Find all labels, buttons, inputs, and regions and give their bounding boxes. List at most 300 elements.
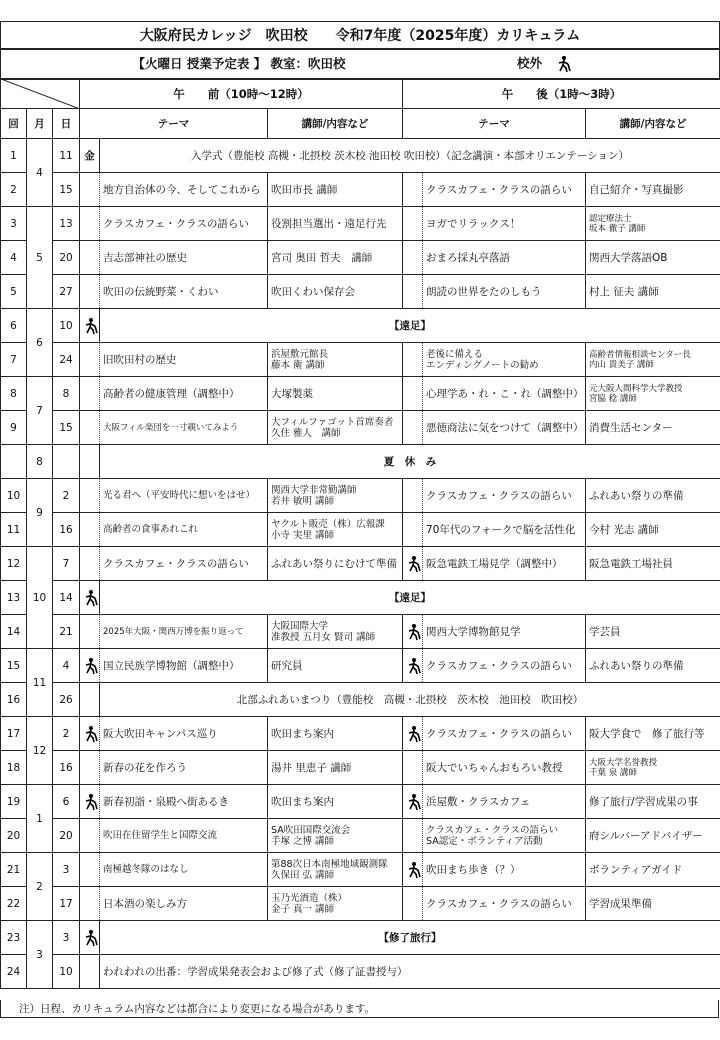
row-number: 20 [1, 819, 27, 853]
am-lecturer-line: 久住 雅人 講師 [271, 427, 341, 439]
am-lecturer-line: 吹田まち案内 [271, 795, 335, 808]
row-number: 15 [1, 649, 27, 683]
am-lecturer-line: 湯井 里恵子 講師 [271, 761, 352, 774]
day-cell [53, 445, 80, 479]
pm-lecturer [586, 717, 720, 751]
row-number: 4 [1, 241, 27, 275]
am-icon-cell [80, 887, 100, 921]
walking-person-icon [83, 793, 99, 811]
am-icon-cell [80, 751, 100, 785]
day-cell: 10 [53, 309, 80, 343]
pm-lecturer-line: 今村 光志 講師 [589, 523, 659, 536]
pm-lecturer [586, 275, 720, 309]
pm-theme [423, 411, 586, 445]
pm-theme-line: クラスカフェ・クラスの語らい [426, 659, 572, 672]
pm-theme [423, 649, 586, 683]
am-icon-cell [80, 853, 100, 887]
mark-cell [80, 581, 100, 615]
am-icon-cell [80, 513, 100, 547]
pm-theme [423, 513, 586, 547]
full-width-event: 【遠足】 [100, 309, 720, 343]
am-lecturer [268, 513, 403, 547]
am-icon-cell [80, 479, 100, 513]
title-table [0, 21, 720, 50]
am-lecturer-line: 浜屋敷元館長 [271, 348, 329, 360]
am-theme-line: 吹田の伝統野菜・くわい [103, 285, 219, 298]
pm-lecturer-line: 阪急電鉄工場社員 [589, 557, 674, 570]
pm-icon-cell [403, 207, 423, 241]
mark-cell: 金 [80, 139, 100, 173]
row-number: 2 [1, 173, 27, 207]
table-row [1, 241, 720, 275]
mark-cell [80, 309, 100, 343]
pm-theme-line: クラスカフェ・クラスの語らい [426, 183, 572, 196]
pm-theme-line: おまろ採丸亭落語 [426, 251, 511, 264]
am-theme [100, 513, 268, 547]
am-lecturer-line: 大フィルファゴット首席奏者 [271, 416, 394, 428]
am-theme [100, 207, 268, 241]
am-theme [100, 377, 268, 411]
pm-theme [423, 207, 586, 241]
pm-theme [423, 615, 586, 649]
full-width-event: 入学式（豊能校 高槻・北摂校 茨木校 池田校 吹田校）（記念講演・本部オリエンテーション） [100, 139, 720, 173]
am-theme-line: 2025年大阪・関西万博を振り返って [103, 626, 244, 637]
pm-lecturer-line: 修了旅行/学習成果の事 [589, 795, 698, 808]
pm-lecturer [586, 241, 720, 275]
pm-theme-line: 阪大でいちゃんおもろい教授 [426, 761, 563, 774]
row-number: 8 [1, 377, 27, 411]
pm-lecturer-line: 学芸員 [589, 625, 621, 638]
walking-person-icon [556, 55, 572, 73]
outside-label: 校外 [517, 55, 543, 71]
pm-lecturer-line: 高齢者情報相談センター長 [589, 349, 691, 360]
walking-person-icon [83, 589, 99, 607]
pm-lecturer-line: 大阪大学名誉教授 [589, 757, 658, 768]
am-theme [100, 411, 268, 445]
row-number: 22 [1, 887, 27, 921]
full-width-event: 夏 休 み [100, 445, 720, 479]
am-lecturer-line: 大塚製薬 [271, 387, 314, 400]
day-cell: 6 [53, 785, 80, 819]
am-lecturer-line: ふれあい祭りにむけて準備 [271, 557, 398, 570]
am-lecturer-line: 関西大学非常勤講師 [271, 484, 357, 496]
table-row [1, 377, 720, 411]
am-icon-cell [80, 411, 100, 445]
outside-legend [477, 49, 720, 80]
pm-lecturer [586, 479, 720, 513]
pm-lecturer-line: ふれあい祭りの準備 [589, 489, 684, 502]
pm-theme-line: 老後に備える [426, 348, 484, 360]
pm-theme-line: 関西大学博物館見学 [426, 625, 521, 638]
row-number: 1 [1, 139, 27, 173]
row-number: 23 [1, 921, 27, 955]
pm-theme-line: クラスカフェ・クラスの語らい [426, 727, 572, 740]
day-cell: 2 [53, 479, 80, 513]
am-lecturer-line: 第88次日本南極地域観測隊 [271, 858, 388, 870]
am-lecturer [268, 717, 403, 751]
month-cell: 11 [27, 649, 53, 717]
am-theme-line: クラスカフェ・クラスの語らい [103, 557, 249, 570]
walking-person-icon [406, 725, 422, 743]
pm-theme [423, 343, 586, 377]
am-theme [100, 173, 268, 207]
am-theme-line: 阪大吹田キャンパス巡り [103, 727, 218, 740]
pm-icon-cell [403, 785, 423, 819]
pm-theme-line: 阪急電鉄工場見学（調整中） [426, 557, 563, 570]
table-row [1, 479, 720, 513]
am-theme-line: 南極越冬隊のはなし [103, 864, 189, 875]
pm-theme [423, 377, 586, 411]
am-theme [100, 751, 268, 785]
am-lecturer-line: 小寺 実里 講師 [271, 529, 335, 541]
day-cell: 24 [53, 343, 80, 377]
walking-person-icon [83, 929, 99, 947]
pm-lecturer [586, 343, 720, 377]
pm-icon-cell [403, 513, 423, 547]
day-cell: 3 [53, 853, 80, 887]
am-lecturer [268, 887, 403, 921]
month-cell: 12 [27, 717, 53, 785]
pm-theme-line: クラスカフェ・クラスの語らい [426, 824, 558, 836]
day-cell: 3 [53, 921, 80, 955]
am-lecturer-line: 若井 敏明 講師 [271, 495, 335, 507]
am-theme-line: 吉志部神社の歴史 [103, 251, 188, 264]
am-lecturer [268, 853, 403, 887]
am-icon-cell [80, 717, 100, 751]
am-icon-cell [80, 615, 100, 649]
pm-theme-line: SA認定・ボランティア活動 [426, 835, 543, 847]
am-lecturer-line: 手塚 之博 講師 [271, 835, 335, 847]
day-cell: 26 [53, 683, 80, 717]
am-lecturer-line: 久保田 弘 講師 [271, 869, 335, 881]
full-width-event: われわれの出番：学習成果発表会および修了式（修了証書授与） [100, 955, 720, 989]
am-icon-cell [80, 207, 100, 241]
pm-lecturer [586, 411, 720, 445]
day-cell: 20 [53, 819, 80, 853]
row-number: 16 [1, 683, 27, 717]
table-row [1, 445, 720, 479]
month-cell: 7 [27, 377, 53, 445]
am-lecturer-line: 玉乃光酒造（株） [271, 892, 348, 904]
mark-cell [80, 955, 100, 989]
am-lecturer-line: 吹田まち案内 [271, 727, 335, 740]
row-number: 11 [1, 513, 27, 547]
col-header-kai: 回 [1, 109, 27, 139]
corner-cell [1, 79, 80, 109]
am-theme [100, 887, 268, 921]
col-header-lecturer-pm: 講師/内容など [586, 109, 720, 139]
corner-diagonal [1, 79, 80, 109]
am-lecturer [268, 173, 403, 207]
day-cell: 15 [53, 411, 80, 445]
am-lecturer-line: 准教授 五月女 賢司 講師 [271, 631, 376, 643]
am-lecturer [268, 479, 403, 513]
am-theme [100, 343, 268, 377]
pm-theme-line: エンディングノートの勧め [426, 359, 539, 371]
am-lecturer-line: 藤本 衛 講師 [271, 359, 325, 371]
pm-theme-line: 心理学あ・れ・こ・れ（調整中） [426, 387, 584, 400]
pm-icon-cell [403, 411, 423, 445]
table-row [1, 649, 720, 683]
table-row [1, 275, 720, 309]
pm-icon-cell [403, 547, 423, 581]
am-lecturer [268, 207, 403, 241]
day-cell: 20 [53, 241, 80, 275]
walking-person-icon [406, 657, 422, 675]
day-heading: 【火曜日 授業予定表 】 教室：吹田校 [1, 49, 478, 80]
day-cell: 17 [53, 887, 80, 921]
am-theme [100, 241, 268, 275]
footnote: 注）日程、カリキュラム内容などは都合により変更になる場合があります。 [0, 1000, 719, 1018]
full-width-event: 【修了旅行】 [100, 921, 720, 955]
pm-lecturer [586, 649, 720, 683]
pm-lecturer-line: ボランティアガイド [589, 863, 683, 876]
am-theme-line: 吹田在住留学生と国際交流 [103, 830, 218, 841]
pm-lecturer [586, 173, 720, 207]
day-cell: 8 [53, 377, 80, 411]
row-number: 6 [1, 309, 27, 343]
pm-icon-cell [403, 173, 423, 207]
pm-icon-cell [403, 751, 423, 785]
month-cell: 8 [27, 445, 53, 479]
pm-theme [423, 717, 586, 751]
day-cell: 10 [53, 955, 80, 989]
am-icon-cell [80, 343, 100, 377]
pm-lecturer [586, 547, 720, 581]
am-icon-cell [80, 649, 100, 683]
pm-theme-line: 朗読の世界をたのしもう [426, 285, 542, 298]
day-cell: 16 [53, 513, 80, 547]
am-lecturer [268, 819, 403, 853]
am-theme-line: 地方自治体の今、そしてこれから [103, 183, 261, 196]
am-icon-cell [80, 173, 100, 207]
am-lecturer [268, 649, 403, 683]
am-theme-line: 新春の花を作ろう [103, 761, 188, 774]
am-lecturer [268, 377, 403, 411]
am-lecturer-line: 吹田くわい保存会 [271, 285, 356, 298]
row-number: 24 [1, 955, 27, 989]
day-cell: 15 [53, 173, 80, 207]
pm-theme [423, 241, 586, 275]
am-theme [100, 615, 268, 649]
table-row [1, 173, 720, 207]
am-lecturer-line: SA吹田国際交流会 [271, 824, 351, 836]
table-row [1, 785, 720, 819]
pm-icon-cell [403, 343, 423, 377]
pm-icon-cell [403, 479, 423, 513]
walking-person-icon [406, 623, 422, 641]
pm-lecturer-line: 千葉 泉 講師 [589, 767, 637, 778]
day-cell: 2 [53, 717, 80, 751]
row-number [1, 445, 27, 479]
table-row [1, 751, 720, 785]
walking-person-icon [406, 793, 422, 811]
table-row [1, 547, 720, 581]
day-cell: 16 [53, 751, 80, 785]
am-icon-cell [80, 377, 100, 411]
table-row [1, 615, 720, 649]
full-width-event: 北部ふれあいまつり（豊能校 高槻・北摂校 茨木校 池田校 吹田校） [100, 683, 720, 717]
month-cell: 2 [27, 853, 53, 921]
walking-person-icon [83, 725, 99, 743]
pm-lecturer [586, 207, 720, 241]
row-number: 18 [1, 751, 27, 785]
table-row [1, 411, 720, 445]
pm-lecturer-line: ふれあい祭りの準備 [589, 659, 684, 672]
table-row [1, 309, 720, 343]
am-session-header: 午 前（10時～12時） [80, 79, 403, 109]
row-number: 19 [1, 785, 27, 819]
pm-lecturer-line: 学習成果準備 [589, 897, 653, 910]
day-cell: 4 [53, 649, 80, 683]
month-cell: 4 [27, 139, 53, 207]
pm-lecturer-line: 消費生活センター [589, 421, 673, 434]
am-icon-cell [80, 275, 100, 309]
table-row [1, 819, 720, 853]
pm-icon-cell [403, 615, 423, 649]
pm-icon-cell [403, 887, 423, 921]
pm-lecturer [586, 513, 720, 547]
am-theme [100, 717, 268, 751]
table-row [1, 139, 720, 173]
am-theme [100, 819, 268, 853]
schedule-table [0, 78, 720, 989]
col-header-month: 月 [27, 109, 53, 139]
am-lecturer [268, 615, 403, 649]
am-lecturer [268, 275, 403, 309]
subtitle-table [0, 48, 720, 80]
am-lecturer [268, 785, 403, 819]
month-cell: 3 [27, 921, 53, 989]
am-lecturer [268, 241, 403, 275]
row-number: 14 [1, 615, 27, 649]
col-header-day: 日 [53, 109, 80, 139]
day-cell: 7 [53, 547, 80, 581]
am-lecturer [268, 547, 403, 581]
pm-lecturer-line: 関西大学落語OB [589, 251, 668, 264]
col-header-lecturer-am: 講師/内容など [268, 109, 403, 139]
am-icon-cell [80, 819, 100, 853]
pm-lecturer-line: 阪大学食で 修了旅行等 [589, 727, 705, 740]
table-row [1, 853, 720, 887]
pm-lecturer-line: 元大阪人間科学大学教授 [589, 383, 683, 394]
pm-theme [423, 173, 586, 207]
col-header-theme-am: テーマ [80, 109, 268, 139]
am-lecturer [268, 751, 403, 785]
walking-person-icon [406, 861, 422, 879]
pm-theme [423, 887, 586, 921]
am-theme [100, 853, 268, 887]
pm-lecturer [586, 853, 720, 887]
pm-theme-line: ヨガでリラックス！ [426, 217, 521, 230]
am-theme-line: 国立民族学博物館（調整中） [103, 659, 240, 672]
pm-theme [423, 785, 586, 819]
pm-theme-line: クラスカフェ・クラスの語らい [426, 897, 572, 910]
pm-theme-line: 浜屋敷・クラスカフェ [426, 795, 531, 808]
am-lecturer-line: 金子 真一 講師 [271, 903, 335, 915]
table-row [1, 717, 720, 751]
am-lecturer-line: ヤクルト販売（株）広報課 [271, 518, 385, 530]
pm-theme [423, 751, 586, 785]
pm-lecturer-line: 宮脇 稔 講師 [589, 393, 637, 404]
table-row [1, 513, 720, 547]
am-theme-line: 光る君へ（平安時代に想いをはせ） [103, 490, 256, 501]
pm-lecturer-line: 府シルバーアドバイザー [589, 829, 703, 842]
am-theme [100, 649, 268, 683]
pm-icon-cell [403, 275, 423, 309]
am-lecturer-line: 大阪国際大学 [271, 620, 329, 632]
pm-theme-line: クラスカフェ・クラスの語らい [426, 489, 572, 502]
pm-theme [423, 479, 586, 513]
pm-icon-cell [403, 649, 423, 683]
pm-lecturer [586, 751, 720, 785]
day-cell: 11 [53, 139, 80, 173]
pm-icon-cell [403, 377, 423, 411]
pm-session-header: 午 後（1時～3時） [403, 79, 720, 109]
pm-icon-cell [403, 717, 423, 751]
day-cell: 13 [53, 207, 80, 241]
row-number: 5 [1, 275, 27, 309]
am-lecturer [268, 411, 403, 445]
row-number: 21 [1, 853, 27, 887]
mark-cell [80, 683, 100, 717]
day-cell: 21 [53, 615, 80, 649]
pm-lecturer-line: 自己紹介・写真撮影 [589, 183, 684, 196]
pm-theme-line: 吹田まち歩き（？） [426, 863, 521, 876]
pm-lecturer-line: 村上 征夫 講師 [589, 285, 659, 298]
row-number: 7 [1, 343, 27, 377]
pm-theme [423, 547, 586, 581]
pm-lecturer-line: 内山 貴美子 講師 [589, 359, 654, 370]
row-number: 10 [1, 479, 27, 513]
pm-theme [423, 853, 586, 887]
row-number: 13 [1, 581, 27, 615]
col-header-theme-pm: テーマ [403, 109, 586, 139]
pm-icon-cell [403, 819, 423, 853]
am-icon-cell [80, 785, 100, 819]
am-theme-line: 高齢者の健康管理（調整中） [103, 387, 240, 400]
pm-theme-line: 70年代のフォークで脳を活性化 [426, 523, 576, 536]
am-lecturer-line: 吹田市長 講師 [271, 183, 338, 196]
month-cell: 5 [27, 207, 53, 309]
row-number: 3 [1, 207, 27, 241]
row-number: 17 [1, 717, 27, 751]
day-cell: 14 [53, 581, 80, 615]
row-number: 12 [1, 547, 27, 581]
am-theme-line: 新春初詣・泉殿へ街あるき [103, 795, 230, 808]
pm-theme [423, 275, 586, 309]
pm-theme-line: 悪徳商法に気をつけて（調整中） [426, 421, 584, 434]
am-theme-line: 大阪フィル楽団を一寸覗いてみよう [103, 422, 239, 433]
mark-cell [80, 921, 100, 955]
pm-icon-cell [403, 853, 423, 887]
pm-icon-cell [403, 241, 423, 275]
am-theme-line: 日本酒の楽しみ方 [103, 897, 188, 910]
table-row [1, 581, 720, 615]
am-theme-line: 高齢者の食事あれこれ [103, 524, 199, 535]
am-lecturer-line: 研究員 [271, 659, 303, 672]
walking-person-icon [406, 555, 422, 573]
page-title: 大阪府民カレッジ 吹田校 令和7年度（2025年度）カリキュラム [1, 22, 720, 50]
pm-lecturer [586, 819, 720, 853]
am-theme [100, 275, 268, 309]
pm-lecturer [586, 615, 720, 649]
am-theme-line: 旧吹田村の歴史 [103, 353, 177, 366]
pm-lecturer [586, 785, 720, 819]
day-cell: 27 [53, 275, 80, 309]
mark-cell [80, 445, 100, 479]
table-row [1, 683, 720, 717]
